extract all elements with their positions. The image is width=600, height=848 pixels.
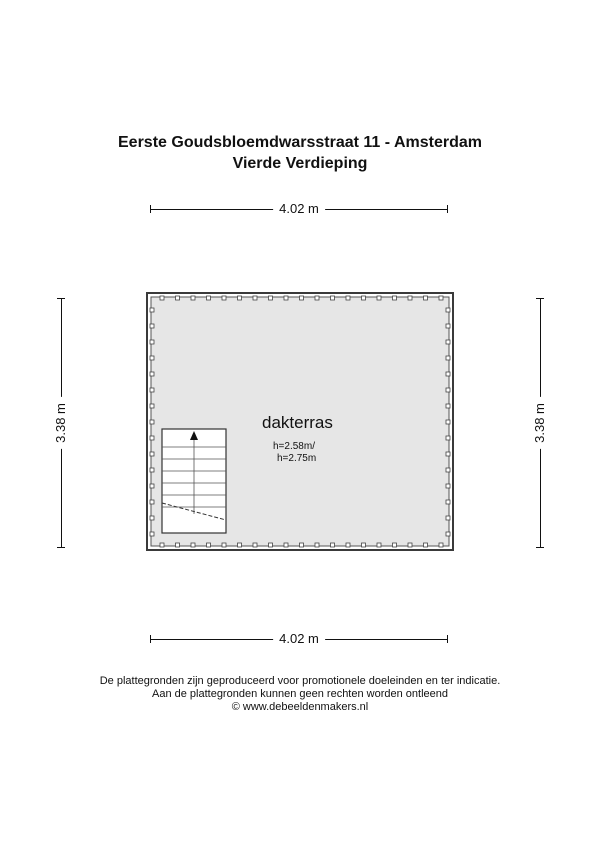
railing-post (331, 296, 335, 300)
disclaimer-line-1: De plattegronden zijn geproduceerd voor promotionele doeleinden en ter indicatie. (99, 675, 501, 687)
railing-post (446, 420, 450, 424)
railing-post (446, 532, 450, 536)
copyright-line: © www.debeeldenmakers.nl (231, 701, 369, 713)
railing-post (331, 543, 335, 547)
railing-post (150, 516, 154, 520)
railing-post (393, 543, 397, 547)
railing-post (439, 296, 443, 300)
staircase (162, 429, 226, 533)
railing-post (150, 324, 154, 328)
railing-post (300, 543, 304, 547)
railing-post (446, 500, 450, 504)
railing-post (284, 543, 288, 547)
railing-post (408, 296, 412, 300)
address-title: Eerste Goudsbloemdwarsstraat 11 - Amsterdam (118, 134, 482, 151)
room-height-2: h=2.75m (277, 453, 317, 464)
railing-post (315, 296, 319, 300)
top-width-dimension (150, 202, 448, 216)
top-width-label: 4.02 m (273, 202, 325, 216)
railing-post (346, 543, 350, 547)
railing-post (362, 296, 366, 300)
railing-post (150, 484, 154, 488)
railing-post (207, 543, 211, 547)
railing-post (238, 296, 242, 300)
railing-post (315, 543, 319, 547)
railing-post (150, 308, 154, 312)
railing-post (408, 543, 412, 547)
railing-post (160, 296, 164, 300)
railing-post (377, 543, 381, 547)
floor-title: Vierde Verdieping (232, 155, 368, 172)
railing-post (446, 340, 450, 344)
railing-post (253, 296, 257, 300)
railing-post (424, 543, 428, 547)
railing-post (446, 324, 450, 328)
railing-post (150, 500, 154, 504)
railing-post (150, 420, 154, 424)
left-height-dimension (54, 298, 68, 548)
railing-post (446, 452, 450, 456)
right-height-dimension (533, 298, 547, 548)
railing-post (150, 340, 154, 344)
railing-post (300, 296, 304, 300)
railing-post (191, 296, 195, 300)
bottom-width-label: 4.02 m (273, 632, 325, 646)
railing-post (439, 543, 443, 547)
railing-post (222, 543, 226, 547)
railing-post (269, 543, 273, 547)
railing-post (176, 543, 180, 547)
railing-post (222, 296, 226, 300)
railing-post (346, 296, 350, 300)
right-height-label: 3.38 m (533, 397, 547, 449)
railing-post (446, 404, 450, 408)
railing-post (393, 296, 397, 300)
railing-post (150, 356, 154, 360)
railing-post (446, 372, 450, 376)
railing-post (150, 452, 154, 456)
disclaimer-line-2: Aan de plattegronden kunnen geen rechten worden ontleend (151, 688, 448, 700)
railing-post (284, 296, 288, 300)
railing-post (150, 388, 154, 392)
railing-post (424, 296, 428, 300)
railing-post (176, 296, 180, 300)
railing-post (446, 436, 450, 440)
railing-post (238, 543, 242, 547)
railing-post (446, 484, 450, 488)
railing-post (150, 404, 154, 408)
bottom-width-dimension (150, 632, 448, 646)
railing-post (269, 296, 273, 300)
railing-post (446, 356, 450, 360)
railing-post (150, 372, 154, 376)
railing-post (160, 543, 164, 547)
railing-post (377, 296, 381, 300)
railing-post (207, 296, 211, 300)
railing-post (362, 543, 366, 547)
railing-post (446, 308, 450, 312)
railing-post (446, 468, 450, 472)
railing-post (150, 532, 154, 536)
room-height-1: h=2.58m/ (273, 441, 315, 452)
railing-post (253, 543, 257, 547)
railing-post (446, 516, 450, 520)
left-height-label: 3.38 m (54, 397, 68, 449)
railing-post (150, 436, 154, 440)
railing-post (446, 388, 450, 392)
room-name: dakterras (262, 413, 333, 432)
railing-post (191, 543, 195, 547)
railing-post (150, 468, 154, 472)
